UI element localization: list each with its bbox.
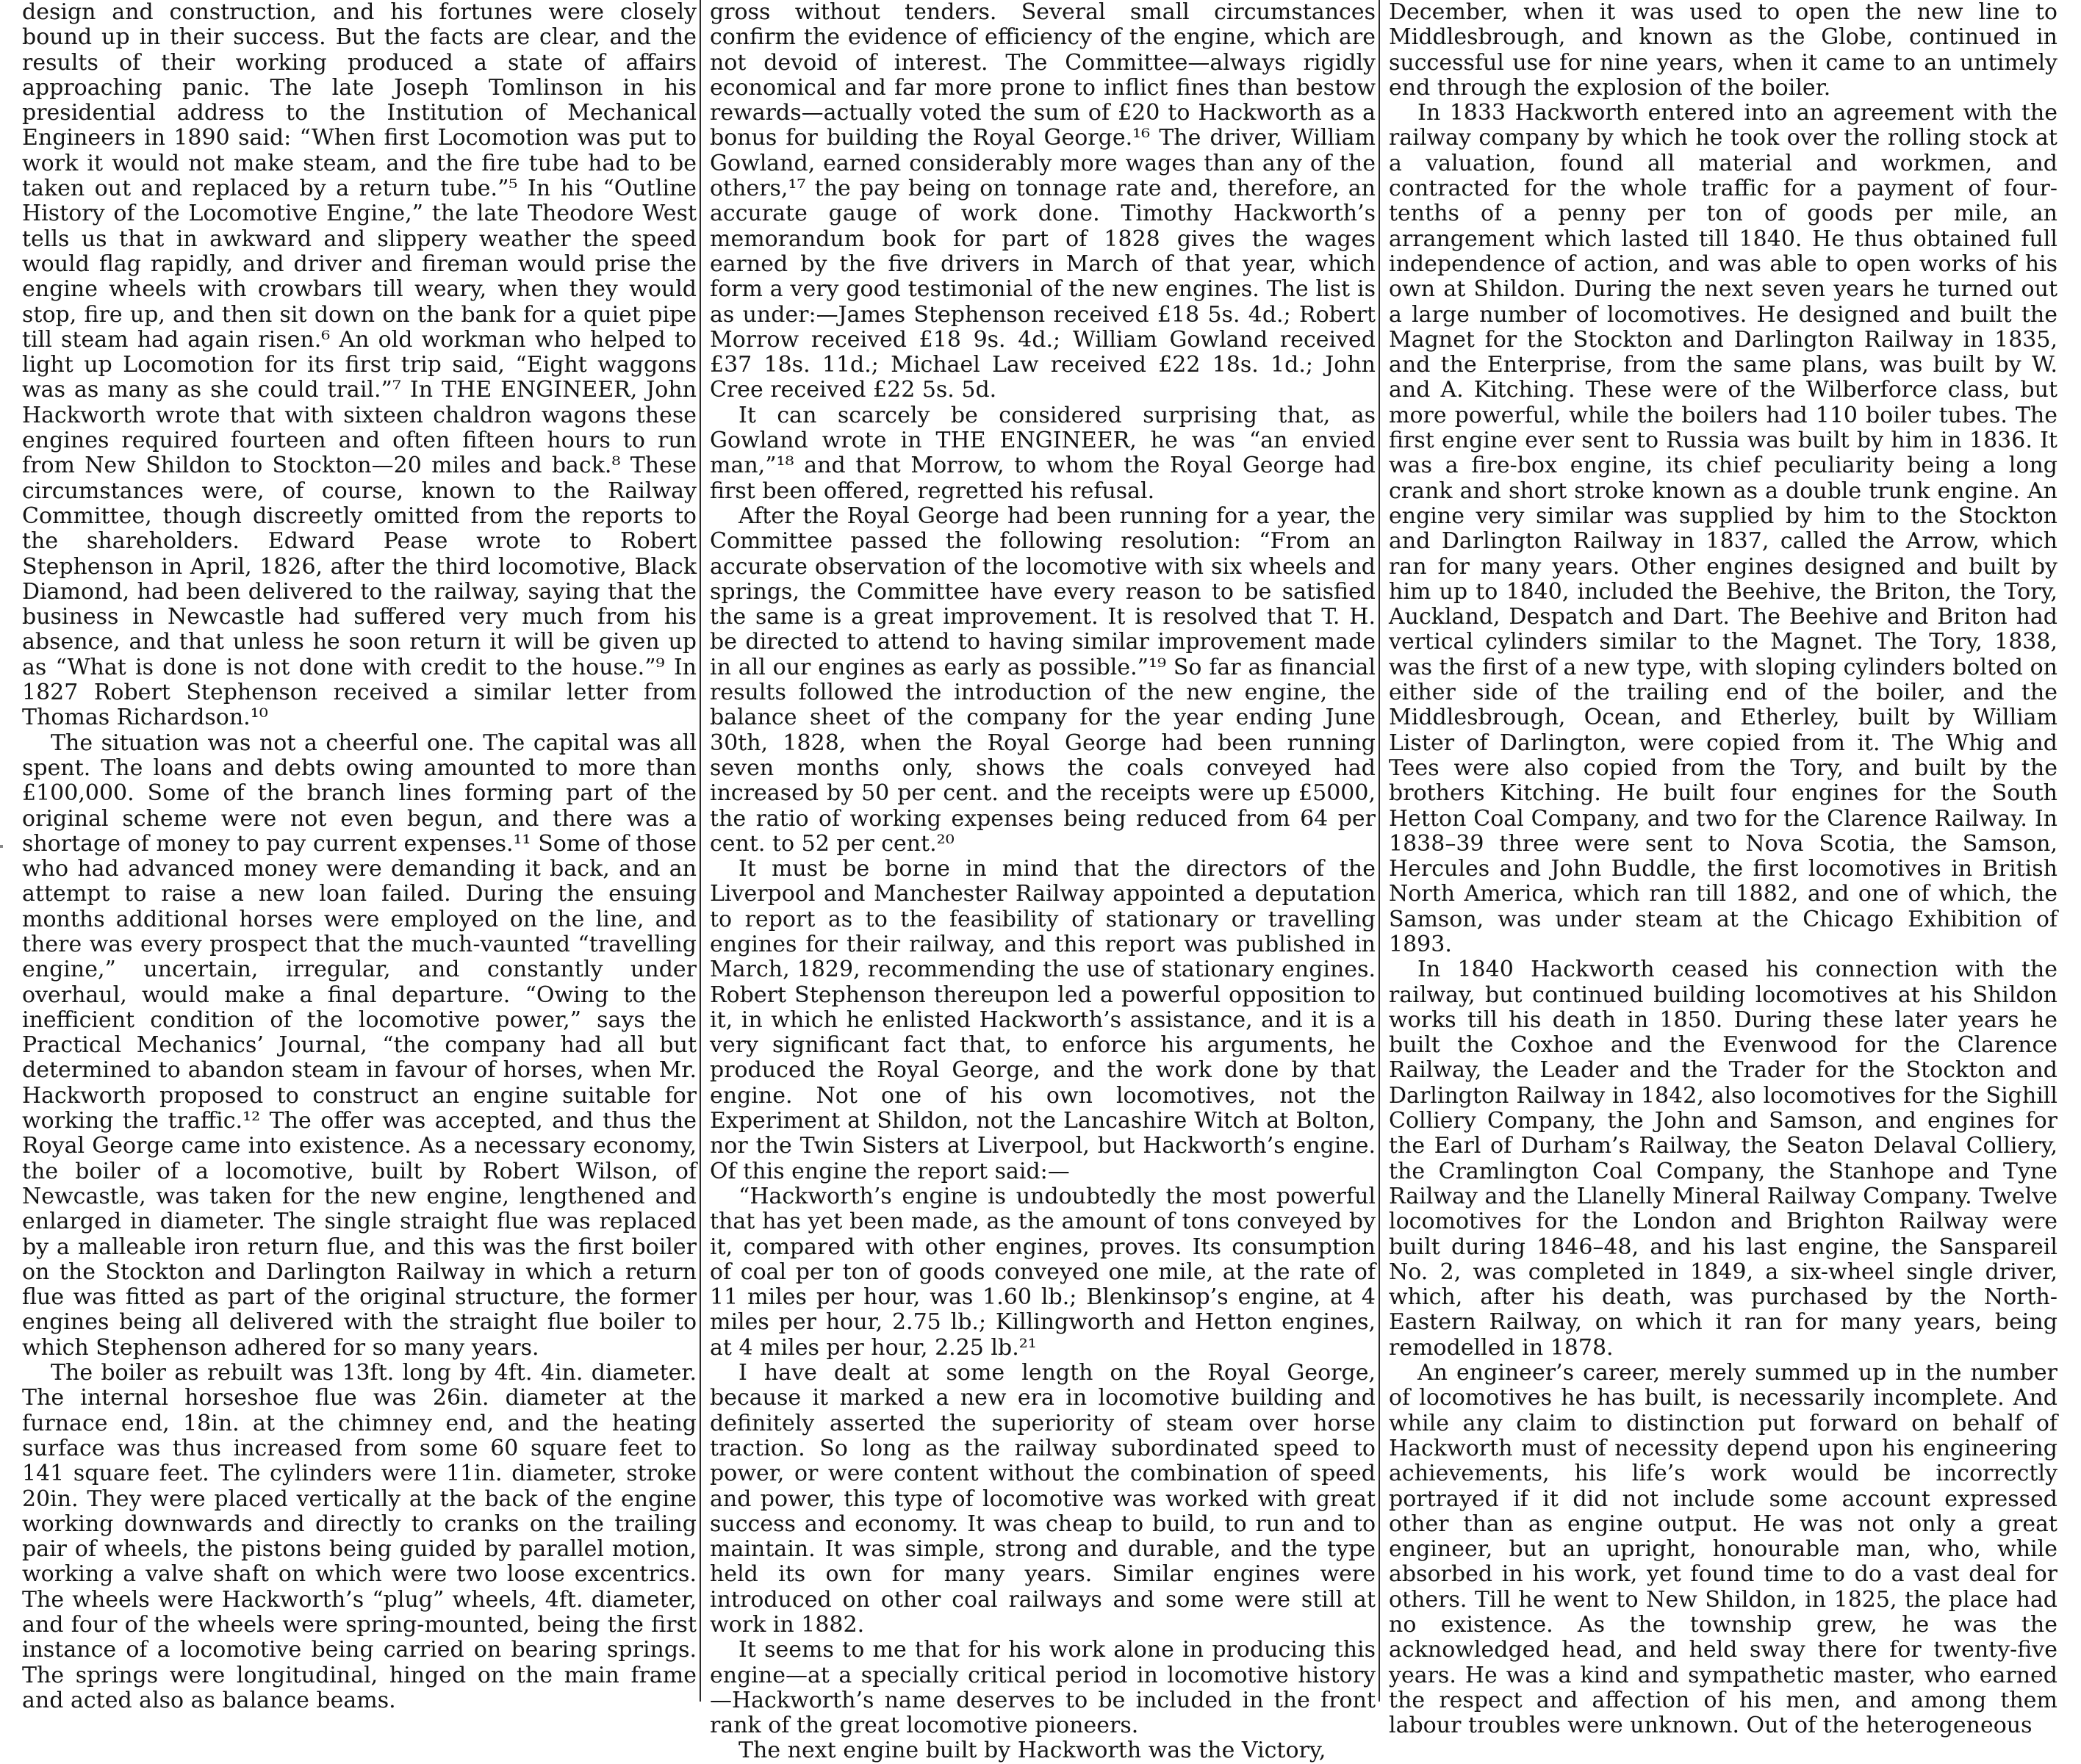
scan-mark xyxy=(0,845,3,848)
paragraph: design and construction, and his fortunes were closely bound up in their success. But the facts are clear, and the results of their working produced a state of affairs approaching panic. The late Joseph Tomlinson in his presidential address to the Institution of Mechanical Engineers in 1890 said: “When first Locomotion was put to work it would not make steam, and the fire tube had to be taken out and replaced by a return tube.”⁵ In his “Outline History of the Locomotive Engine,” the late Theodore West tells us that in awkward and slippery weather the speed would flag rapidly, and driver and fireman would prise the engine wheels with crowbars till weary, when they would stop, fire up, and then sit down on the bank for a quiet pipe till steam had again risen.⁶ An old workman who helped to light up Locomotion for its first trip said, “Eight waggons was as many as she could trail.”⁷ In THE ENGINEER, John Hackworth wrote that with sixteen chaldron wagons these engines required fourteen and often fifteen hours to run from New Shildon to Stockton—20 miles and back.⁸ These circumstances were, of course, known to the Railway Committee, though discreetly omitted from the reports to the shareholders. Edward Pease wrote to Robert Stephenson in April, 1826, after the third locomotive, Black Diamond, had been delivered to the railway, saying that the business in Newcastle had suffered very much from his absence, and that unless he soon return it will be given up as “What is done is not done with credit to the house.”⁹ In 1827 Robert Stephenson received a similar letter from Thomas Richardson.¹⁰ xyxy=(22,0,697,731)
paragraph: In 1833 Hackworth entered into an agreement with the railway company by which he took over the rolling stock at a valuation, found all material and workmen, and contracted for the whole traffic for a payment of four-tenths of a penny per ton of goods per mile, an arrangement which lasted till 1840. He thus obtained full independence of action, and was able to open works of his own at Shildon. During the next seven years he turned out a large number of locomotives. He designed and built the Magnet for the Stockton and Darlington Railway in 1835, and the Enterprise, from the same plans, was built by W. and A. Kitching. These were of the Wilberforce class, but more powerful, while the boilers had 110 boiler tubes. The first engine ever sent to Russia was built by him in 1836. It was a fire-box engine, its chief peculiarity being a long crank and short stroke known as a double trunk engine. An engine very similar was supplied by him to the Stockton and Darlington Railway in 1837, called the Arrow, which ran for many years. Other engines designed and built by him up to 1840, included the Beehive, the Briton, the Tory, Auckland, Despatch and Dart. The Beehive and Briton had vertical cylinders similar to the Magnet. The Tory, 1838, was the first of a new type, with sloping cylinders bolted on either side of the trailing end of the boiler, and the Middlesbrough, Ocean, and Etherley, built by William Lister of Darlington, were copied from it. The Whig and Tees were also copied from the Tory, and built by the brothers Kitching. He built four engines for the South Hetton Coal Company, and two for the Clarence Railway. In 1838–39 three were sent to Nova Scotia, the Samson, Hercules and John Buddle, the first locomotives in British North America, which ran till 1882, and one of which, the Samson, was under steam at the Chicago Exhibition of 1893. xyxy=(1389,100,2057,957)
paragraph: It must be borne in mind that the directors of the Liverpool and Manchester Railway appointed a deputation to report as to the feasibility of stationary or travelling engines for their railway, and this report was published in March, 1829, recommending the use of stationary engines. Robert Stephenson thereupon led a powerful opposition to it, in which he enlisted Hackworth’s assistance, and it is a very significant fact that, to enforce his arguments, he produced the Royal George, and the work done by that engine. Not one of his own locomotives, not the Experiment at Shildon, not the Lancashire Witch at Bolton, nor the Twin Sisters at Liverpool, but Hackworth’s engine. Of this engine the report said:— xyxy=(710,856,1376,1184)
paragraph: An engineer’s career, merely summed up in the number of locomotives he has built, is necessarily incomplete. And while any claim to distinction put forward on behalf of Hackworth must of necessity depend upon his engineering achievements, his life’s work would be incorrectly portrayed if it did not include some account expressed other than as engine output. He was not only a great engineer, but an upright, honourable man, who, while absorbed in his work, yet found time to do a vast deal for others. Till he went to New Shildon, in 1825, the place had no existence. As the township grew, he was the acknowledged head, and held sway there for twenty-five years. He was a kind and sympathetic master, who earned the respect and affection of his men, and among them labour troubles were unknown. Out of the heterogeneous xyxy=(1389,1360,2057,1739)
paragraph: I have dealt at some length on the Royal George, because it marked a new era in locomotive building and definitely asserted the superiority of steam over horse traction. So long as the railway subordinated speed to power, or were content without the combination of speed and power, this type of locomotive was worked with great success and economy. It was cheap to build, to run and to maintain. It was simple, strong and durable, and the type held its own for many years. Similar engines were introduced on other coal railways and some were still at work in 1882. xyxy=(710,1360,1376,1638)
column-divider xyxy=(700,0,701,1702)
paragraph: It seems to me that for his work alone in producing this engine—at a specially critical period in locomotive history—Hackworth’s name deserves to be included in the front rank of the great locomotive pioneers. xyxy=(710,1637,1376,1739)
paragraph: The next engine built by Hackworth was the Victory, xyxy=(738,1738,1326,1764)
paragraph: The boiler as rebuilt was 13ft. long by 4ft. 4in. diameter. The internal horseshoe flue was 26in. diameter at the furnace end, 18in. at the chimney end, and the heating surface was thus increased from some 60 square feet to 141 square feet. The cylinders were 11in. diameter, stroke 20in. They were placed vertically at the back of the engine working downwards and directly to cranks on the trailing pair of wheels, the pistons being guided by parallel motion, working a valve shaft on which were two loose excentrics. The wheels were Hackworth’s “plug” wheels, 4ft. diameter, and four of the wheels were spring-mounted, being the first instance of a locomotive being carried on bearing springs. The springs were longitudinal, hinged on the main frame and acted also as balance beams. xyxy=(22,1360,697,1713)
paragraph: The situation was not a cheerful one. The capital was all spent. The loans and debts owing amounted to more than £100,000. Some of the branch lines forming part of the original scheme were not even begun, and there was a shortage of money to pay current expenses.¹¹ Some of those who had advanced money were demanding it back, and an attempt to raise a new loan failed. During the ensuing months additional horses were employed on the line, and there was every prospect that the much-vaunted “travelling engine,” uncertain, irregular, and constantly under overhaul, would make a final departure. “Owing to the inefficient condition of the locomotive power,” says the Practical Mechanics’ Journal, “the company had all but determined to abandon steam in favour of horses, when Mr. Hackworth proposed to construct an engine suitable for working the traffic.¹² The offer was accepted, and thus the Royal George came into existence. As a necessary economy, the boiler of a locomotive, built by Robert Wilson, of Newcastle, was taken for the new engine, lengthened and enlarged in diameter. The single straight flue was replaced by a malleable iron return flue, and this was the first boiler on the Stockton and Darlington Railway in which a return flue was fitted as part of the original structure, the former engines being all delivered with the straight flue boiler to which Stephenson adhered for so many years. xyxy=(22,730,697,1361)
text-column-2 xyxy=(710,0,1376,1764)
paragraph: After the Royal George had been running for a year, the Committee passed the following resolution: “From an accurate observation of the locomotive with six wheels and springs, the Committee have every reason to be satisfied the same is a great improvement. It is resolved that T. H. be directed to attend to having similar improvement made in all our engines as early as possible.”¹⁹ So far as financial results followed the introduction of the new engine, the balance sheet of the company for the year ending June 30th, 1828, when the Royal George had been running seven months only, shows the coals conveyed had increased by 50 per cent. and the receipts were up £5000, the ratio of working expenses being reduced from 64 per cent. to 52 per cent.²⁰ xyxy=(710,503,1376,857)
paragraph: gross without tenders. Several small circumstances confirm the evidence of efficiency of the engine, which are not devoid of interest. The Committee—always rigidly economical and far more prone to inflict fines than bestow rewards—actually voted the sum of £20 to Hackworth as a bonus for building the Royal George.¹⁶ The driver, William Gowland, earned considerably more wages than any of the others,¹⁷ the pay being on tonnage rate and, therefore, an accurate gauge of work done. Timothy Hackworth’s memorandum book for part of 1828 gives the wages earned by the five drivers in March of that year, which form a very good testimonial of the new engines. The list is as under:—James Stephenson received £18 5s. 4d.; Robert Morrow received £18 9s. 4d.; William Gowland received £37 18s. 11d.; Michael Law received £22 18s. 1d.; John Cree received £22 5s. 5d. xyxy=(710,0,1376,403)
text-column-3 xyxy=(1389,0,2057,1739)
paragraph: It can scarcely be considered surprising that, as Gowland wrote in THE ENGINEER, he was “an envied man,”¹⁸ and that Morrow, to whom the Royal George had first been offered, regretted his refusal. xyxy=(710,402,1376,504)
quotation-paragraph: “Hackworth’s engine is undoubtedly the most powerful that has yet been made, as the amount of tons conveyed by it, compared with other engines, proves. Its consumption of coal per ton of goods conveyed one mile, at the rate of 11 miles per hour, was 1.60 lb.; Blenkinsop’s engine, at 4 miles per hour, 2.75 lb.; Killingworth and Hetton engines, at 4 miles per hour, 2.25 lb.²¹ xyxy=(710,1183,1376,1361)
paragraph: In 1840 Hackworth ceased his connection with the railway, but continued building locomotives at his Shildon works till his death in 1850. During these later years he built the Coxhoe and the Evenwood for the Clarence Railway, the Leader and the Trader for the Stockton and Darlington Railway in 1842, also locomotives for the Sighill Colliery Company, the John and Samson, and engines for the Earl of Durham’s Railway, the Seaton Delaval Colliery, the Cramlington Coal Company, the Stanhope and Tyne Railway and the Llanelly Mineral Railway Company. Twelve locomotives for the London and Brighton Railway were built during 1846–48, and his last engine, the Sanspareil No. 2, was completed in 1849, a six-wheel single driver, which, after his death, was purchased by the North-Eastern Railway, on which it ran for many years, being remodelled in 1878. xyxy=(1389,957,2057,1361)
paragraph: December, when it was used to open the new line to Middlesbrough, and known as the Globe, continued in successful use for nine years, when it came to an untimely end through the explosion of the boiler. xyxy=(1389,0,2057,101)
column-divider xyxy=(1379,0,1380,1702)
text-column-1 xyxy=(22,0,697,1713)
